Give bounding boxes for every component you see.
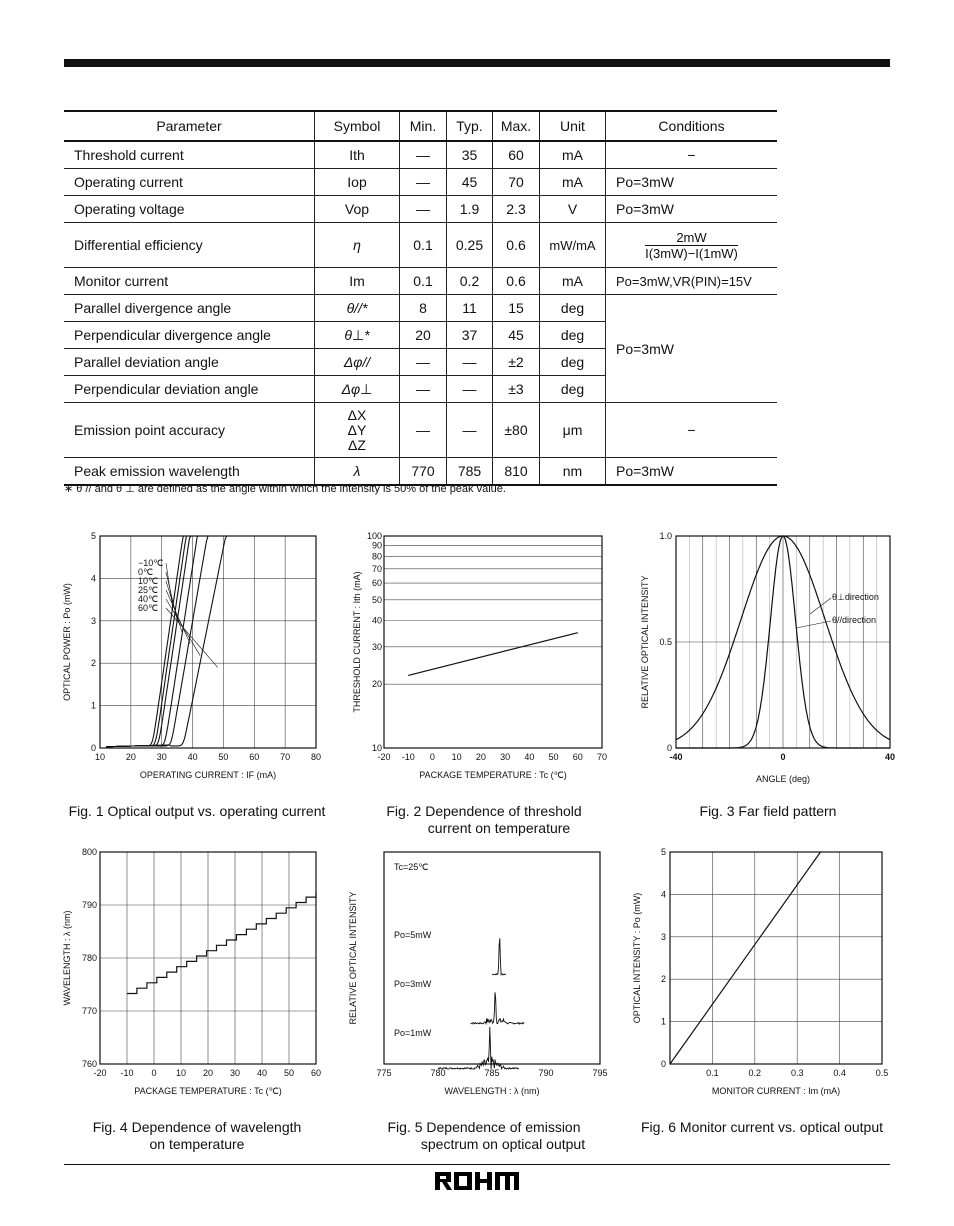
cell-typ: —: [447, 349, 493, 376]
header-typ: Typ.: [447, 111, 493, 141]
cell-typ: 45: [447, 169, 493, 196]
x-tick-label: 0: [151, 1068, 157, 1078]
x-tick-label: 0: [429, 752, 435, 762]
cell-max: ±2: [493, 349, 540, 376]
x-tick-label: 775: [376, 1068, 392, 1078]
y-tick-label: 80: [371, 551, 382, 562]
y-tick-label: 0: [666, 743, 672, 753]
legend-entry: 60℃: [138, 603, 159, 613]
x-tick-label: 40: [187, 752, 198, 762]
cell-param: Differential efficiency: [64, 223, 315, 268]
cell-cond-fraction: [606, 223, 778, 268]
cell-param: Threshold current: [64, 141, 315, 169]
cell-max: ±80: [493, 403, 540, 458]
cell-min: 8: [400, 295, 447, 322]
cell-max: 0.6: [493, 223, 540, 268]
cell-min: 20: [400, 322, 447, 349]
cell-symbol: Iop: [315, 169, 400, 196]
x-tick-label: 30: [156, 752, 167, 762]
fraction-denominator: I(3mW)−I(1mW): [645, 245, 738, 261]
x-tick-label: 20: [202, 1068, 214, 1078]
table-row: [64, 268, 777, 295]
table-footnote: ∗ θ // and θ ⊥ are defined as the angle within which the intensity is 50% of the peak value.: [64, 483, 506, 495]
x-tick-label: 785: [484, 1068, 500, 1078]
symbol-dx: ΔX: [347, 406, 367, 423]
x-tick-label: 50: [283, 1068, 295, 1078]
cell-param: Operating current: [64, 169, 315, 196]
series-line-po: [670, 852, 821, 1064]
y-tick-label: 800: [81, 847, 97, 857]
cell-unit: V: [540, 196, 606, 223]
y-axis-label: OPTICAL POWER : Po (mW): [62, 583, 72, 701]
legend-entry: θ//direction: [832, 615, 877, 625]
x-tick-label: 0: [780, 752, 786, 762]
y-axis-label: RELATIVE OPTICAL INTENSITY: [348, 891, 358, 1025]
fig5-chart: [346, 844, 622, 1106]
x-tick-label: 80: [310, 752, 322, 762]
x-axis-label: PACKAGE TEMPERATURE : Tc (℃): [134, 1086, 282, 1096]
x-tick-label: 50: [548, 752, 559, 762]
cell-typ: —: [447, 403, 493, 458]
header-parameter: Parameter: [64, 111, 315, 141]
cell-symbol: η: [315, 223, 400, 268]
x-tick-label: 40: [884, 752, 896, 762]
y-tick-label: 70: [371, 563, 382, 574]
y-tick-label: 3: [90, 615, 96, 626]
cell-typ: 11: [447, 295, 493, 322]
cell-symbol: [315, 403, 400, 458]
legend-entry: θ⊥direction: [832, 592, 879, 602]
cell-max: 2.3: [493, 196, 540, 223]
y-tick-label: 4: [90, 573, 96, 584]
y-tick-label: 0.5: [659, 637, 672, 647]
cell-unit: mW/mA: [540, 223, 606, 268]
cell-param: Emission point accuracy: [64, 403, 315, 458]
cell-cond: Po=3mW: [606, 196, 778, 223]
cell-min: —: [400, 196, 447, 223]
x-tick-label: -40: [669, 752, 683, 762]
cell-unit: nm: [540, 458, 606, 486]
y-tick-label: 60: [371, 578, 382, 589]
header-symbol: Symbol: [315, 111, 400, 141]
rohm-logo: [433, 1170, 521, 1192]
fig3-chart: [632, 528, 904, 790]
cell-unit: deg: [540, 376, 606, 403]
legend-entry: 25℃: [138, 585, 159, 595]
spectrum-Po=3mW: [470, 992, 524, 1024]
cell-param: Parallel deviation angle: [64, 349, 315, 376]
cell-typ: 0.25: [447, 223, 493, 268]
cell-param: Peak emission wavelength: [64, 458, 315, 486]
cell-cond: Po=3mW,VR(PIN)=15V: [606, 268, 778, 295]
header-conditions: Conditions: [606, 111, 778, 141]
cell-param: Perpendicular deviation angle: [64, 376, 315, 403]
cell-min: —: [400, 169, 447, 196]
header-unit: Unit: [540, 111, 606, 141]
x-tick-label: 50: [218, 752, 229, 762]
fig2-caption-line2: current on temperature: [427, 820, 571, 836]
x-axis-label: MONITOR CURRENT : Im (mA): [711, 1086, 841, 1096]
cell-unit: mA: [540, 268, 606, 295]
cell-min: —: [400, 349, 447, 376]
series-label: Po=5mW: [394, 930, 432, 940]
series-label: Po=1mW: [394, 1028, 432, 1038]
table-row: [64, 403, 777, 458]
plot-frame: [670, 852, 882, 1064]
y-tick-label: 0: [660, 1059, 666, 1069]
x-tick-label: 60: [572, 752, 583, 762]
x-tick-label: 0.4: [833, 1068, 846, 1078]
legend-entry: 40℃: [138, 594, 159, 604]
x-tick-label: 30: [229, 1068, 241, 1078]
legend-leader: [796, 621, 831, 628]
cell-param: Operating voltage: [64, 196, 315, 223]
y-tick-label: 5: [660, 847, 666, 857]
y-tick-label: 1.0: [659, 531, 672, 541]
cell-cond: Po=3mW: [606, 169, 778, 196]
series-label: Po=3mW: [394, 979, 432, 989]
cell-min: 770: [400, 458, 447, 486]
legend-leader: [166, 608, 218, 667]
y-axis-label: RELATIVE OPTICAL INTENSITY: [640, 575, 650, 709]
cell-typ: 37: [447, 322, 493, 349]
cell-symbol: Δφ⊥: [315, 376, 400, 403]
x-tick-label: 795: [592, 1068, 608, 1078]
cell-min: —: [400, 141, 447, 169]
x-tick-label: -20: [93, 1068, 107, 1078]
cell-symbol: λ: [315, 458, 400, 486]
fig6-chart: [626, 844, 902, 1106]
footer-rule: [64, 1164, 890, 1165]
cell-max: 15: [493, 295, 540, 322]
x-tick-label: 0.3: [790, 1068, 804, 1078]
x-tick-label: 780: [430, 1068, 446, 1078]
x-axis-label: ANGLE (deg): [755, 774, 811, 784]
cell-unit: deg: [540, 349, 606, 376]
fig2-caption: [346, 803, 622, 837]
cell-typ: —: [447, 376, 493, 403]
cell-unit: deg: [540, 322, 606, 349]
cell-max: 70: [493, 169, 540, 196]
cell-min: 0.1: [400, 223, 447, 268]
fig2-chart: [346, 528, 622, 790]
x-tick-label: 40: [524, 752, 535, 762]
legend-entry: 0℃: [138, 567, 154, 577]
cell-param: Monitor current: [64, 268, 315, 295]
y-tick-label: 2: [90, 658, 96, 669]
fraction-numerator: 2mW: [645, 230, 738, 246]
x-tick-label: 0.5: [875, 1068, 889, 1078]
y-tick-label: 0: [90, 743, 96, 753]
x-axis-label: WAVELENGTH : λ (nm): [444, 1086, 540, 1096]
cell-typ: 1.9: [447, 196, 493, 223]
fraction: [645, 230, 738, 261]
cell-symbol: θ//*: [315, 295, 400, 322]
fig1-chart: [56, 528, 336, 790]
cell-min: 0.1: [400, 268, 447, 295]
cell-typ: 785: [447, 458, 493, 486]
x-tick-label: 30: [500, 752, 511, 762]
table-header-row: [64, 111, 777, 141]
cell-min: —: [400, 376, 447, 403]
y-tick-label: 1: [660, 1016, 666, 1027]
cell-max: 60: [493, 141, 540, 169]
cell-min: —: [400, 403, 447, 458]
cell-symbol: Ith: [315, 141, 400, 169]
x-tick-label: 70: [280, 752, 291, 762]
x-tick-label: 0.1: [706, 1068, 719, 1078]
cell-symbol: θ⊥*: [315, 322, 400, 349]
y-tick-label: 4: [660, 889, 666, 900]
fig1-caption: Fig. 1 Optical output vs. operating current: [68, 803, 326, 819]
cell-symbol: Im: [315, 268, 400, 295]
symbol-dz: ΔZ: [348, 436, 366, 453]
y-tick-label: 760: [81, 1059, 97, 1069]
plot-frame: [384, 536, 602, 748]
y-axis-label: WAVELENGTH : λ (nm): [62, 910, 72, 1006]
cell-unit: μm: [540, 403, 606, 458]
legend-entry: 10℃: [138, 576, 159, 586]
fig4-caption-line2: on temperature: [149, 1136, 245, 1152]
cell-max: 45: [493, 322, 540, 349]
table-row: [64, 458, 777, 486]
electrical-characteristics-table: [64, 110, 777, 486]
spectrum-Po=5mW: [492, 938, 506, 975]
cell-max: 0.6: [493, 268, 540, 295]
plot-frame: [100, 536, 316, 748]
x-tick-label: 20: [475, 752, 486, 762]
x-tick-label: -10: [120, 1068, 134, 1078]
table-row: [64, 196, 777, 223]
y-tick-label: 780: [81, 953, 97, 963]
cell-cond: Po=3mW: [606, 458, 778, 486]
y-tick-label: 5: [90, 531, 96, 541]
x-tick-label: 60: [310, 1068, 322, 1078]
fig4-chart: [56, 844, 336, 1106]
table-row: [64, 223, 777, 268]
header-rule: [64, 59, 890, 67]
header-min: Min.: [400, 111, 447, 141]
x-tick-label: 10: [451, 752, 462, 762]
x-axis-label: OPERATING CURRENT : IF (mA): [139, 770, 277, 780]
cell-unit: deg: [540, 295, 606, 322]
cell-symbol: Vop: [315, 196, 400, 223]
y-tick-label: 100: [366, 531, 382, 541]
y-tick-label: 790: [81, 900, 97, 910]
y-tick-label: 2: [660, 974, 666, 985]
x-tick-label: -10: [401, 752, 415, 762]
series-line-60℃: [106, 536, 226, 747]
x-tick-label: 790: [538, 1068, 554, 1078]
cell-symbol: Δφ//: [315, 349, 400, 376]
x-tick-label: 10: [175, 1068, 187, 1078]
y-tick-label: 770: [81, 1006, 97, 1016]
y-tick-label: 50: [371, 594, 382, 605]
x-tick-label: 60: [249, 752, 260, 762]
x-tick-label: 10: [94, 752, 106, 762]
fig2-caption-line1: Fig. 2 Dependence of threshold: [386, 803, 582, 819]
x-tick-label: 20: [125, 752, 136, 762]
y-tick-label: 30: [371, 641, 382, 652]
y-tick-label: 1: [90, 700, 96, 711]
fig5-caption: [346, 1119, 622, 1153]
y-axis-label: THRESHOLD CURRENT : Ith (mA): [352, 571, 362, 713]
x-tick-label: 0.2: [748, 1068, 762, 1078]
annotation-temperature: Tc=25℃: [394, 862, 429, 872]
x-axis-label: PACKAGE TEMPERATURE : Tc (℃): [419, 770, 567, 780]
cell-unit: mA: [540, 169, 606, 196]
legend-leader: [810, 598, 831, 614]
cell-param: Perpendicular divergence angle: [64, 322, 315, 349]
fig4-caption: [56, 1119, 338, 1153]
fig4-caption-line1: Fig. 4 Dependence of wavelength: [92, 1119, 302, 1135]
cell-max: 810: [493, 458, 540, 486]
x-tick-label: 40: [256, 1068, 268, 1078]
legend-entry: −10℃: [138, 558, 164, 568]
y-tick-label: 3: [660, 931, 666, 942]
cell-typ: 35: [447, 141, 493, 169]
table-row: [64, 169, 777, 196]
y-tick-label: 20: [371, 679, 382, 690]
y-tick-label: 90: [371, 540, 382, 551]
cell-max: ±3: [493, 376, 540, 403]
fig5-caption-line1: Fig. 5 Dependence of emission: [387, 1119, 581, 1135]
cell-cond: −: [606, 403, 778, 458]
fig6-caption: Fig. 6 Monitor current vs. optical output: [641, 1119, 883, 1135]
spectrum-Po=1mW: [438, 1027, 519, 1069]
cell-typ: 0.2: [447, 268, 493, 295]
fig3-caption: Fig. 3 Far field pattern: [699, 803, 837, 819]
cell-unit: mA: [540, 141, 606, 169]
legend-leader: [166, 590, 190, 644]
y-tick-label: 10: [371, 743, 382, 753]
x-tick-label: 70: [596, 752, 608, 762]
y-tick-label: 40: [371, 615, 382, 626]
symbol-dy: ΔY: [347, 421, 367, 438]
series-line-wavelength: [127, 892, 316, 994]
cell-cond: Po=3mW: [606, 295, 778, 403]
cell-cond: −: [606, 141, 778, 169]
table-row: [64, 141, 777, 169]
header-max: Max.: [493, 111, 540, 141]
table-row: [64, 295, 777, 322]
cell-param: Parallel divergence angle: [64, 295, 315, 322]
series-line-ith: [408, 633, 578, 676]
fig5-caption-line2: spectrum on optical output: [420, 1136, 586, 1152]
x-tick-label: -20: [377, 752, 391, 762]
y-axis-label: OPTICAL INTENSITY : Po (mW): [632, 892, 642, 1024]
